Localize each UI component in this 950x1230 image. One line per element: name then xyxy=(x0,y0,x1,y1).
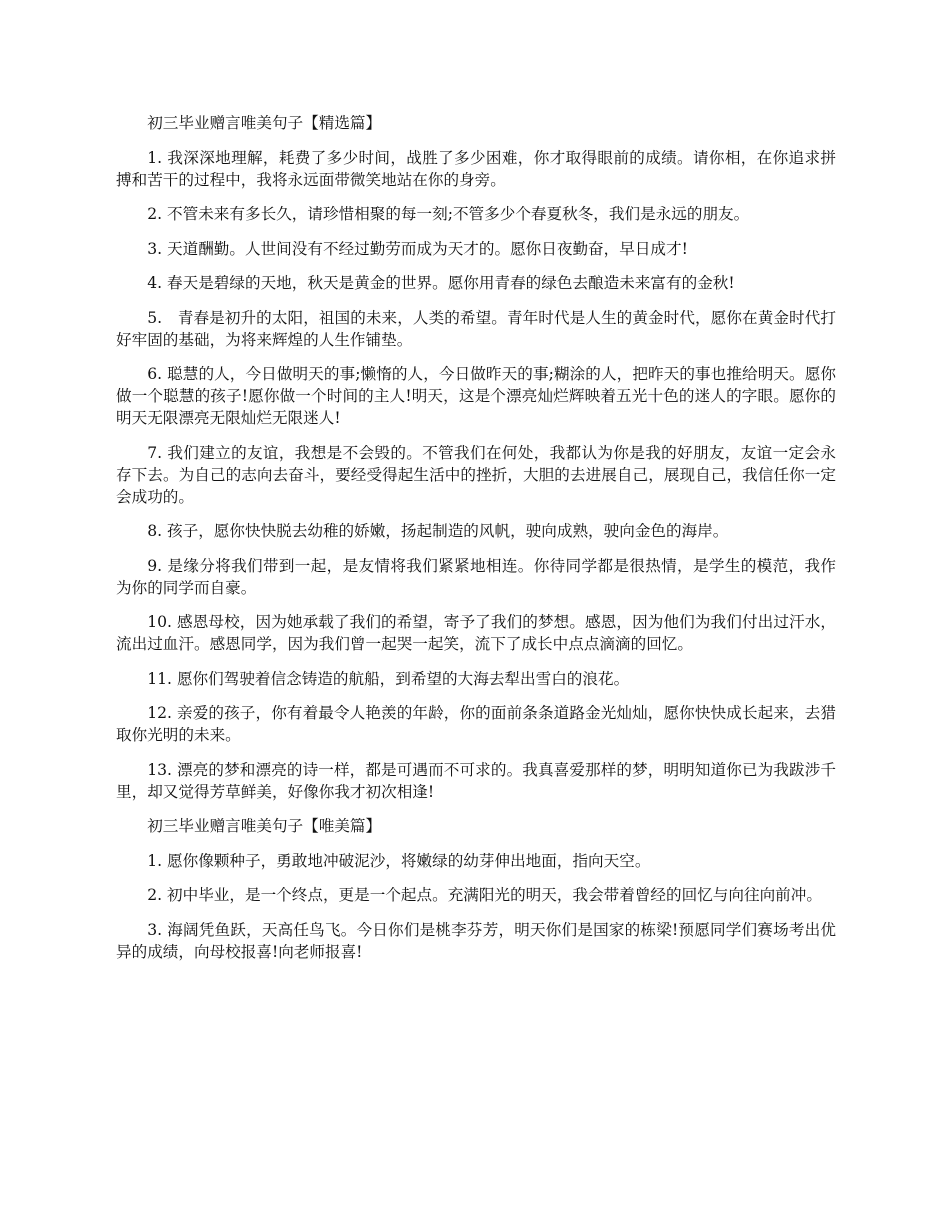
list-item: 7. 我们建立的友谊，我想是不会毁的。不管我们在何处，我都认为你是我的好朋友，友谊一定会永存下去。为自己的志向去奋斗，要经受得起生活中的挫折，大胆的去进展自己，展现自己，我信任你一定会成功的。 xyxy=(116,443,836,506)
list-item: 13. 漂亮的梦和漂亮的诗一样，都是可遇而不可求的。我真喜爱那样的梦，明明知道你已为我跋涉千里，却又觉得芳草鲜美，好像你我才初次相逢! xyxy=(116,760,836,801)
section-heading: 初三毕业赠言唯美句子【精选篇】 xyxy=(147,114,382,132)
list-item: 5. 青春是初升的太阳，祖国的未来，人类的希望。青年时代是人生的黄金时代，愿你在黄金时代打好牢固的基础，为将来辉煌的人生作铺垫。 xyxy=(116,308,836,349)
list-item: 1. 我深深地理解，耗费了多少时间，战胜了多少困难，你才取得眼前的成绩。请你相，在你追求拼搏和苦干的过程中，我将永远面带微笑地站在你的身旁。 xyxy=(116,148,836,189)
list-item: 8. 孩子，愿你快快脱去幼稚的娇嫩，扬起制造的风帆，驶向成熟，驶向金色的海岸。 xyxy=(147,522,729,540)
list-item: 6. 聪慧的人，今日做明天的事;懒惰的人，今日做昨天的事;糊涂的人，把昨天的事也推给明天。愿你做一个聪慧的孩子!愿你做一个时间的主人!明天，这是个漂亮灿烂辉映着五光十色的迷人的字眼。愿你的明天无限漂亮无限灿烂无限迷人! xyxy=(116,365,836,427)
section-heading: 初三毕业赠言唯美句子【唯美篇】 xyxy=(147,817,382,835)
document-page xyxy=(116,112,836,975)
list-item: 10. 感恩母校，因为她承载了我们的希望，寄予了我们的梦想。感恩，因为他们为我们付出过汗水，流出过血汗。感恩同学，因为我们曾一起哭一起笑，流下了成长中点点滴滴的回忆。 xyxy=(116,613,836,653)
list-item: 12. 亲爱的孩子，你有着最令人艳羡的年龄，你的面前条条道路金光灿灿，愿你快快成长起来，去猎取你光明的未来。 xyxy=(116,704,836,744)
list-item: 3. 天道酬勤。人世间没有不经过勤劳而成为天才的。愿你日夜勤奋，早日成才! xyxy=(147,239,688,258)
section-selected xyxy=(116,112,836,803)
list-item: 3. 海阔凭鱼跃，天高任鸟飞。今日你们是桃李芬芳，明天你们是国家的栋梁!预愿同学们赛场考出优异的成绩，向母校报喜!向老师报喜! xyxy=(116,920,836,961)
list-item: 4. 春天是碧绿的天地，秋天是黄金的世界。愿你用青春的绿色去酿造未来富有的金秋! xyxy=(147,274,735,292)
list-item: 2. 初中毕业，是一个终点，更是一个起点。充满阳光的明天，我会带着曾经的回忆与向往向前冲。 xyxy=(147,886,822,904)
list-item: 1. 愿你像颗种子，勇敢地冲破泥沙，将嫩绿的幼芽伸出地面，指向天空。 xyxy=(147,851,651,870)
list-item: 11. 愿你们驾驶着信念铸造的航船，到希望的大海去犁出雪白的浪花。 xyxy=(147,669,630,688)
list-item: 2. 不管未来有多长久，请珍惜相聚的每一刻;不管多少个春夏秋冬，我们是永远的朋友。 xyxy=(147,205,750,223)
section-beautiful xyxy=(116,815,836,963)
list-item: 9. 是缘分将我们带到一起，是友情将我们紧紧地相连。你待同学都是很热情，是学生的模范，我作为你的同学而自豪。 xyxy=(116,556,836,597)
